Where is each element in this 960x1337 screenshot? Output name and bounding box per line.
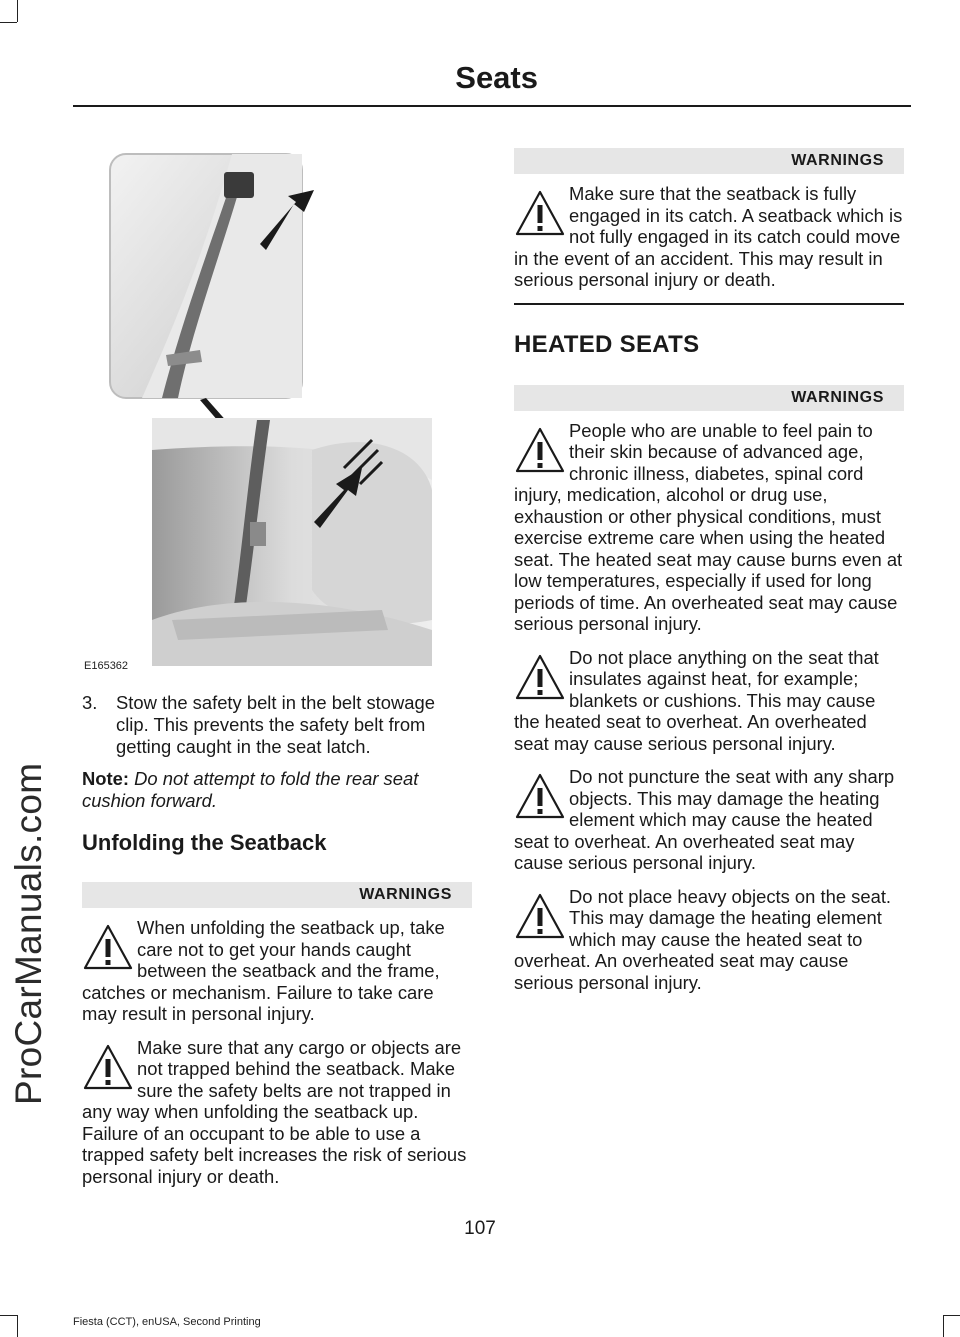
warning-text: When unfolding the seatback up, take care not to get your hands caught between the seatback and the frame, catches or mechanism. Failure to take care may result in personal injury. xyxy=(82,917,445,1024)
warning-triangle-icon xyxy=(514,892,566,940)
left-column xyxy=(82,150,472,1187)
warning-text: Do not puncture the seat with any sharp objects. This may damage the heating element which may cause the heated seat to overheat. An overheated seat may cause serious personal injury. xyxy=(514,766,895,873)
side-watermark: ProCarManuals.com xyxy=(8,762,49,1105)
page-title: Seats xyxy=(455,60,538,95)
warning-triangle-icon xyxy=(82,1043,134,1091)
warning-item xyxy=(514,766,904,874)
warning-triangle-icon xyxy=(514,426,566,474)
warning-item xyxy=(514,886,904,994)
crop-mark xyxy=(17,0,18,22)
section-subheading: Unfolding the Seatback xyxy=(82,830,327,855)
right-column xyxy=(514,148,904,993)
seat-belt-illustration xyxy=(82,150,472,678)
page-number: 107 xyxy=(464,1218,496,1239)
crop-mark xyxy=(943,1315,944,1337)
note-text: Do not attempt to fold the rear seat cushion forward. xyxy=(82,768,419,811)
figure-id: E165362 xyxy=(84,660,129,672)
crop-mark xyxy=(0,22,17,23)
note-label: Note: xyxy=(82,768,129,789)
warning-item xyxy=(82,1037,472,1188)
warning-text: Do not place anything on the seat that insulates against heat, for example; blankets or cushions. This may cause the heated seat to overheat. An overheated seat may cause serious personal injury. xyxy=(514,646,879,754)
seat-illustration-graphic xyxy=(82,150,472,678)
footer-text: Fiesta (CCT), enUSA, Second Printing xyxy=(73,1316,261,1328)
warning-item xyxy=(514,183,904,291)
step-text: Stow the safety belt in the belt stowage clip. This prevents the safety belt from getting caught in the seat latch. xyxy=(116,692,435,757)
warnings-header: WARNINGS xyxy=(82,882,472,908)
crop-mark xyxy=(0,1315,17,1316)
note xyxy=(82,768,472,812)
warning-triangle-icon xyxy=(514,653,566,701)
warning-item xyxy=(514,420,904,635)
warning-item xyxy=(514,647,904,755)
warning-text: People who are unable to feel pain to their skin because of advanced age, chronic illness, diabetes, spinal cord injury, medication, alcohol or drug use, exhaustion or other physical conditions, must exercise extreme care when using the heated seat. The heated seat may cause burns even at low temperatures, especially if used for long periods of time. An overheated seat may cause serious personal injury. xyxy=(514,419,903,634)
step-number: 3. xyxy=(82,692,98,713)
crop-mark xyxy=(943,1315,960,1316)
warnings-header: WARNINGS xyxy=(514,148,904,174)
warnings-end-divider xyxy=(514,303,904,305)
warnings-block xyxy=(514,385,904,994)
step-item xyxy=(82,692,472,758)
crop-mark xyxy=(17,1315,18,1337)
warning-text: Make sure that any cargo or objects are not trapped behind the seatback. Make sure the safety belts are not trapped in any way when unfolding the seatback up. Failure of an occupant to be able to use a trapped safety belt increases the risk of serious personal injury or death. xyxy=(82,1036,467,1187)
warnings-block xyxy=(514,148,904,305)
warnings-block xyxy=(82,882,472,1187)
warning-item xyxy=(82,917,472,1025)
warnings-header: WARNINGS xyxy=(514,385,904,411)
section-title: HEATED SEATS xyxy=(514,330,700,358)
warning-triangle-icon xyxy=(514,189,566,237)
warning-text: Do not place heavy objects on the seat. This may damage the heating element which may cause the heated seat to overheat. An overheated seat may cause serious personal injury. xyxy=(514,885,892,993)
warning-text: Make sure that the seatback is fully engaged in its catch. A seatback which is not fully engaged in its catch could move in the event of an accident. This may result in serious personal injury or death. xyxy=(514,183,903,290)
warning-triangle-icon xyxy=(82,923,134,971)
warning-triangle-icon xyxy=(514,772,566,820)
header-divider xyxy=(73,105,911,107)
